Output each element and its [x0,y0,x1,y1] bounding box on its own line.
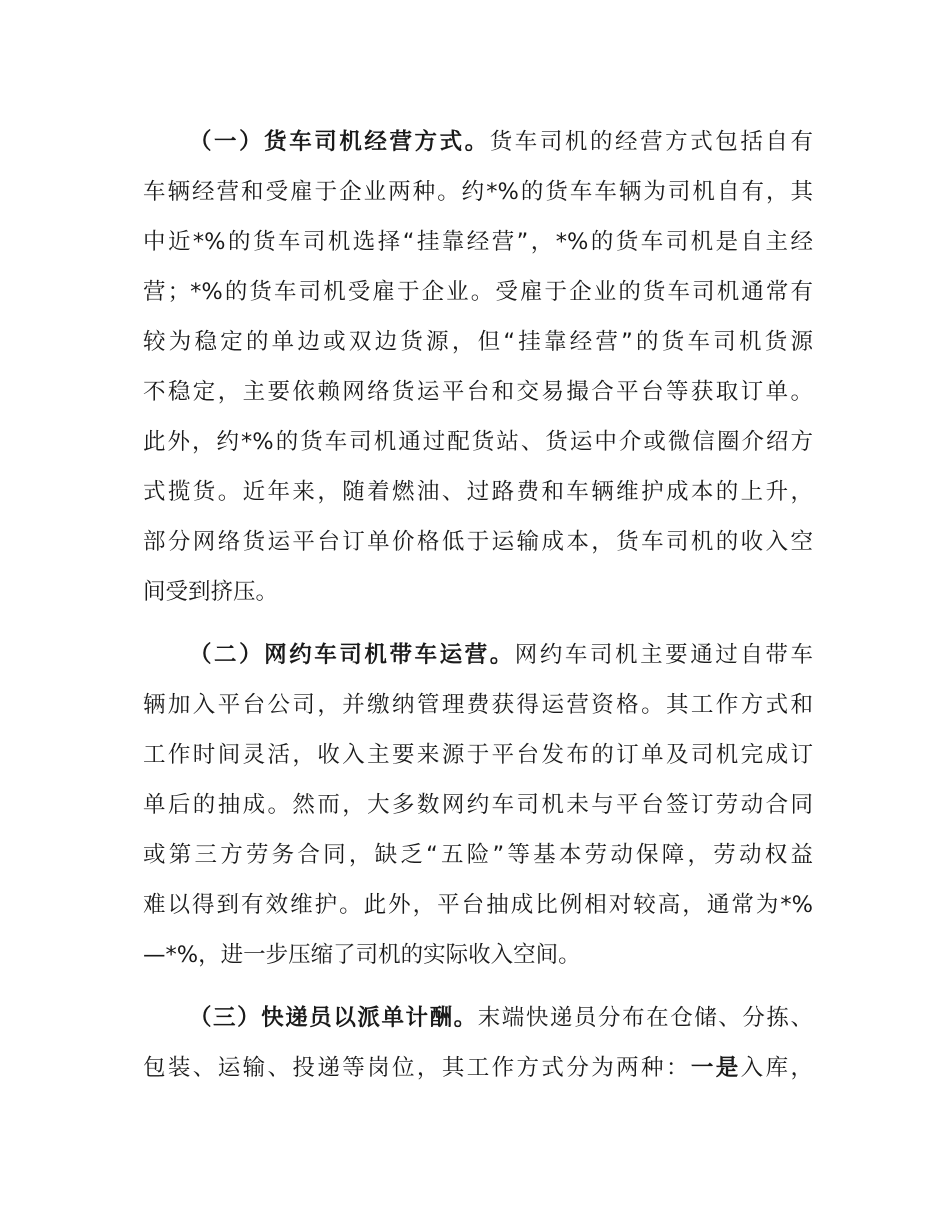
section-1-line-10: 间受到挤压。 [143,579,279,605]
section-2-line-3: 工作时间灵活，收入主要来源于平台发布的订单及司机完成订 [143,742,813,768]
section-1-line-8: 式揽货。近年来，随着燃油、过路费和车辆维护成本的上升， [143,479,813,505]
section-3-line-1 [189,1003,813,1033]
section-1-line-6: 不稳定，主要依赖网络货运平台和交易撮合平台等获取订单。 [143,379,813,405]
section-1-line-9: 部分网络货运平台订单价格低于运输成本，货车司机的收入空 [143,529,813,555]
section-1-line-1 [189,127,813,157]
section-1-heading: （一）货车司机经营方式。 [189,129,490,155]
section-2-line-4: 单后的抽成。然而，大多数网约车司机未与平台签订劳动合同 [143,792,813,818]
section-2-line-5: 或第三方劳务合同，缺乏“五险”等基本劳动保障，劳动权益 [143,842,813,868]
section-3-heading: （三）快递员以派单计酬。 [189,1005,478,1031]
section-1-line-7: 此外，约*%的货车司机通过配货站、货运中介或微信圈介绍方 [143,429,813,455]
section-3-tail: 入库， [740,1055,813,1081]
section-3-bold-inline: 一是 [690,1055,741,1081]
section-1-text: 货车司机的经营方式包括自有 [489,129,813,155]
section-1-line-4: 营；*%的货车司机受雇于企业。受雇于企业的货车司机通常有 [143,279,813,305]
section-2-text: 网约车司机主要通过自带车 [514,642,813,668]
section-2-line-1 [189,640,813,670]
section-2-heading: （二）网约车司机带车运营。 [189,642,515,668]
section-1-line-2: 车辆经营和受雇于企业两种。约*%的货车车辆为司机自有，其 [143,179,813,205]
section-1-line-5: 较为稳定的单边或双边货源，但“挂靠经营”的货车司机货源 [143,329,813,355]
section-1-line-3: 中近*%的货车司机选择“挂靠经营”，*%的货车司机是自主经 [143,229,813,255]
section-3-line-2 [143,1053,813,1083]
section-2-line-7: —*%，进一步压缩了司机的实际收入空间。 [143,942,581,968]
section-2-line-6: 难以得到有效维护。此外，平台抽成比例相对较高，通常为*% [143,892,813,918]
section-2-line-2: 辆加入平台公司，并缴纳管理费获得运营资格。其工作方式和 [143,692,813,718]
section-3-text: 末端快递员分布在仓储、分拣、 [477,1005,813,1031]
section-3-line-2-text: 包装、运输、投递等岗位，其工作方式分为两种： [143,1055,691,1081]
